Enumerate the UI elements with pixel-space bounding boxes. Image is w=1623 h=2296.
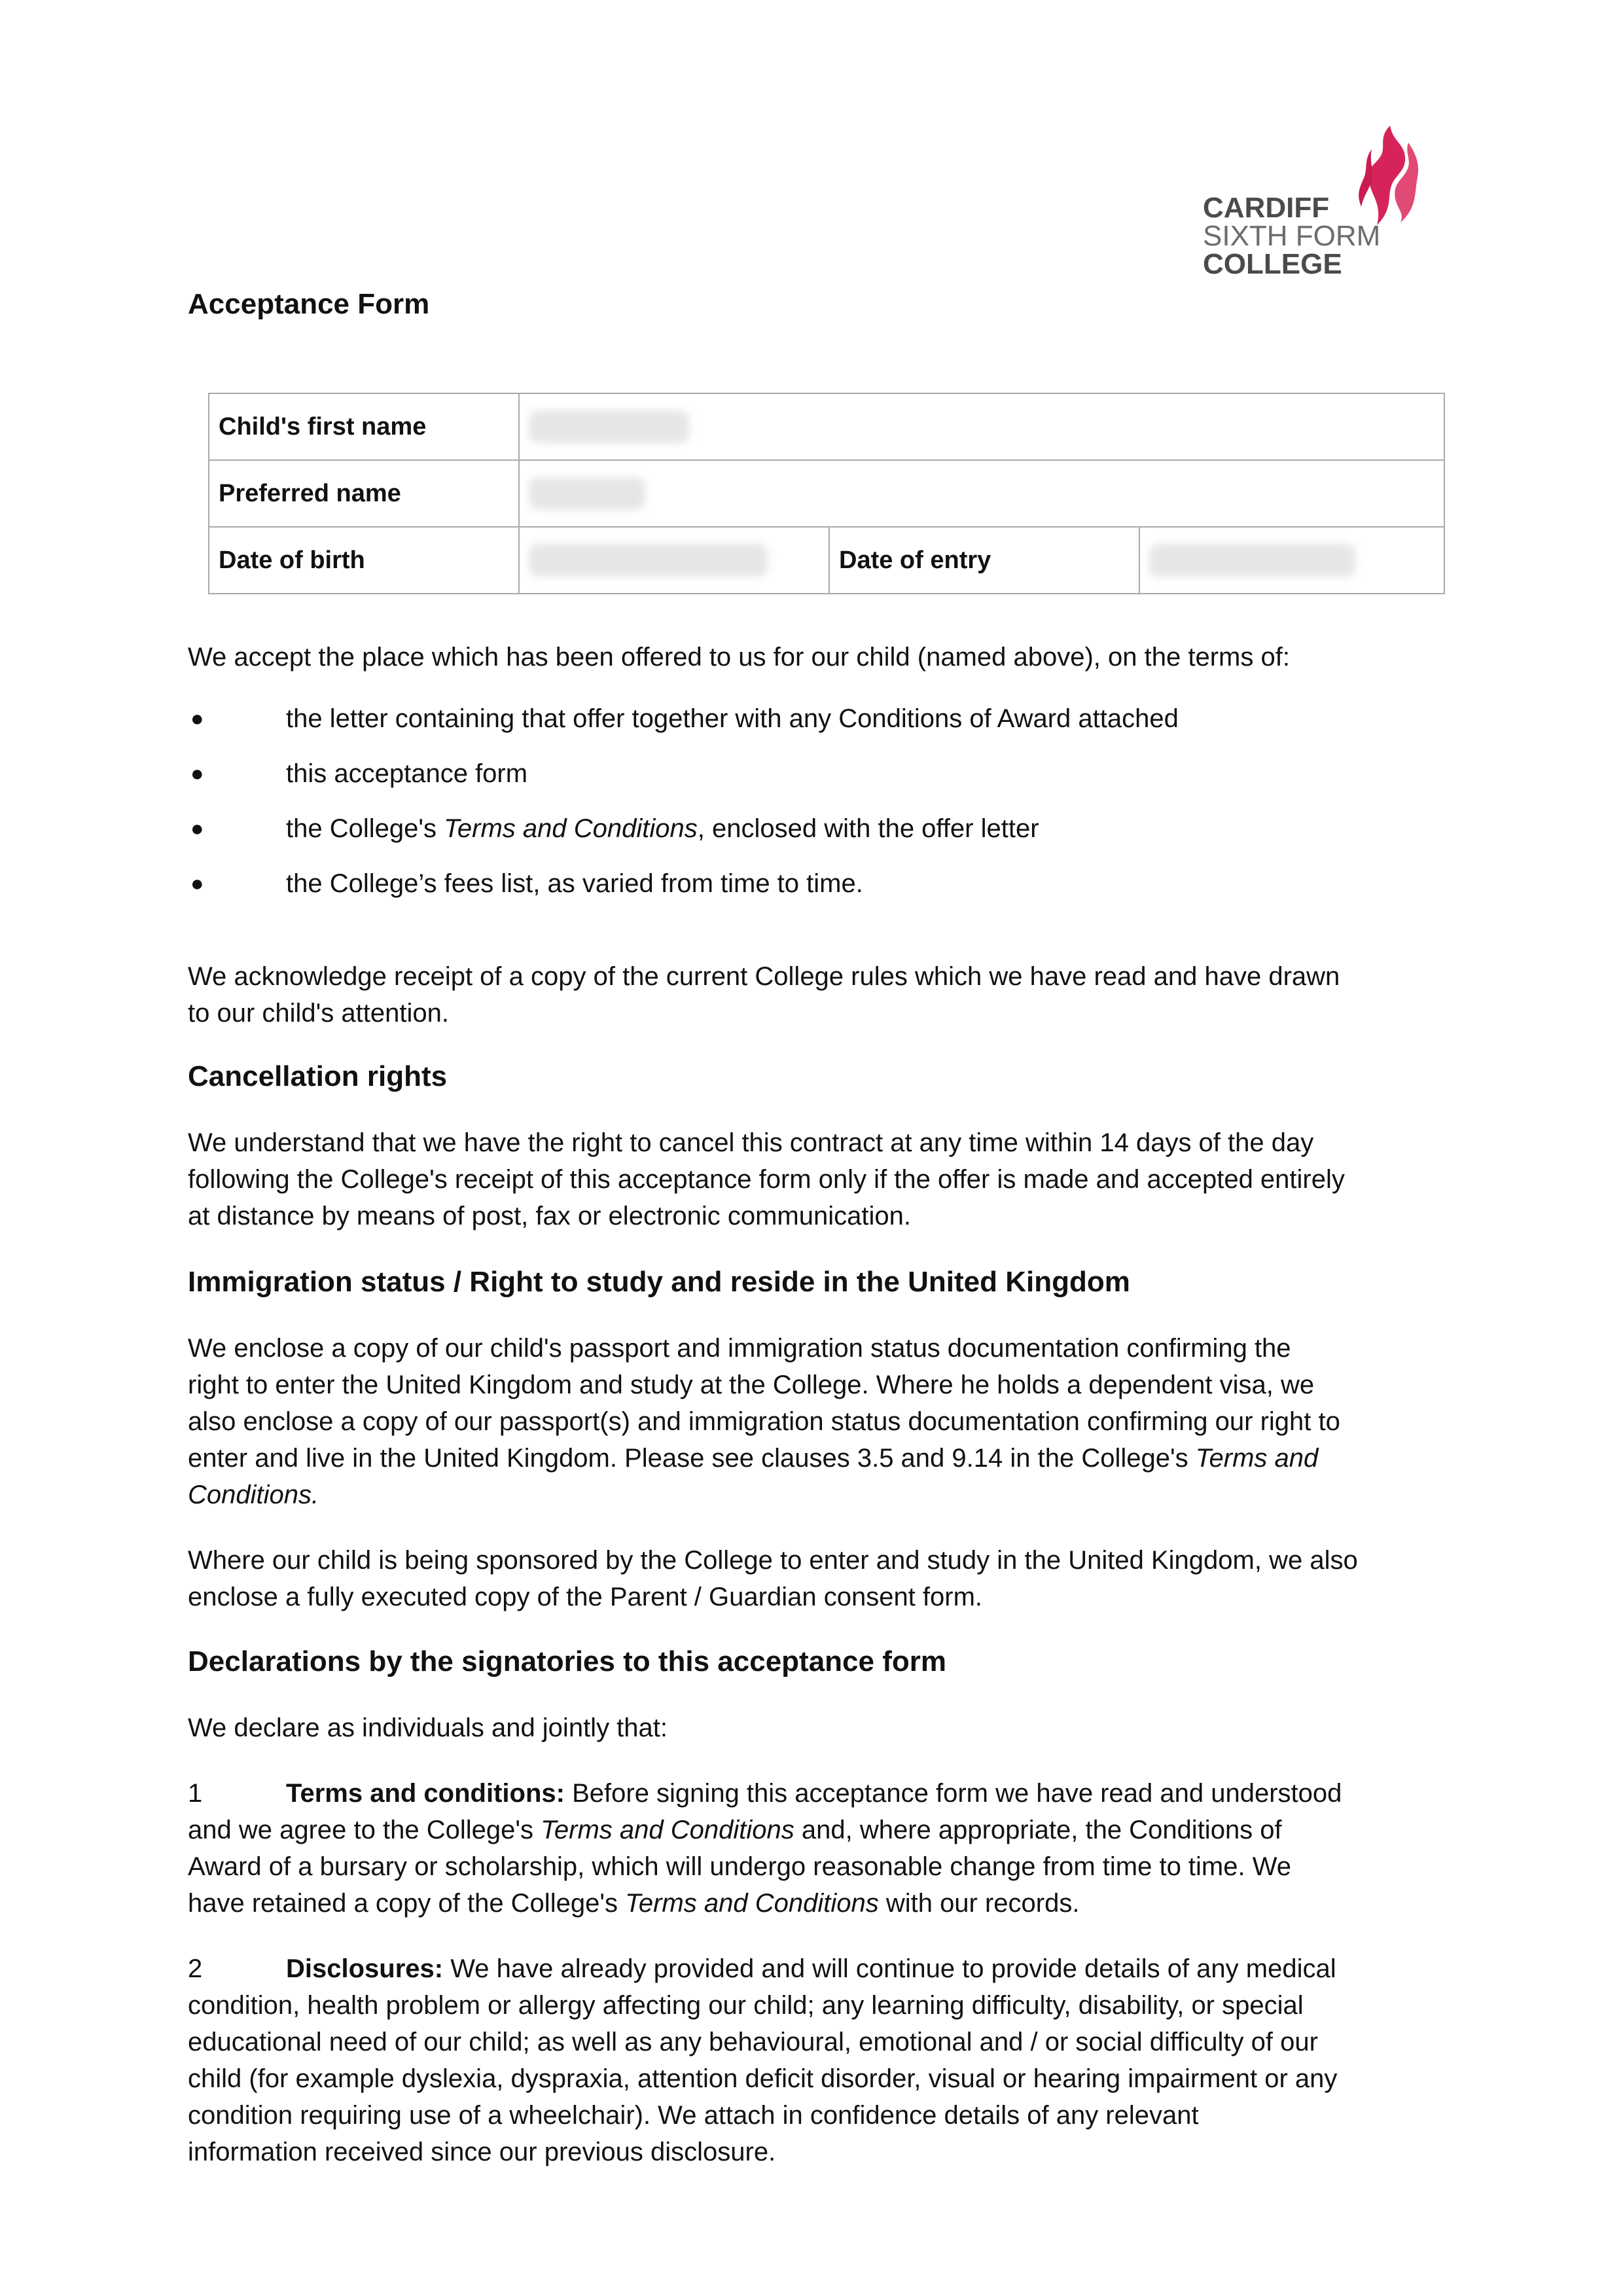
terms-list bbox=[188, 700, 1451, 920]
immigration-text: We enclose a copy of our child's passport and immigration status documentation confirming the right to enter the United Kingdom and study at the College. Where he holds a dependent visa, we also enclose a copy of our passport(s) and immigration status documentation confirming our right to enter and live in the United Kingdom. Please see clauses 3.5 and 9.14 in the College's Terms and Conditions. bbox=[188, 1334, 1340, 1509]
list-item-text: , enclosed with the offer letter bbox=[697, 814, 1039, 843]
list-item-text: this acceptance form bbox=[286, 759, 528, 788]
redacted-value bbox=[529, 410, 689, 443]
entry-date-field[interactable] bbox=[1139, 527, 1444, 594]
first-name-field[interactable] bbox=[519, 393, 1444, 460]
terms-conditions-emphasis: Terms and Conditions bbox=[444, 814, 698, 843]
bullet-icon: ● bbox=[190, 706, 204, 731]
bullet-icon: ● bbox=[190, 871, 204, 896]
dob-label: Date of birth bbox=[209, 527, 519, 594]
list-item bbox=[188, 865, 1451, 920]
table-row bbox=[209, 460, 1444, 527]
intro-text: We accept the place which has been offered to us for our child (named above), on the terms of: bbox=[188, 643, 1290, 672]
redacted-value bbox=[529, 544, 768, 577]
form-title: Acceptance Form bbox=[188, 288, 430, 320]
list-item bbox=[188, 755, 1451, 810]
clause-number: 1 bbox=[188, 1779, 203, 1808]
table-row bbox=[209, 393, 1444, 460]
dob-field[interactable] bbox=[519, 527, 829, 594]
list-item bbox=[188, 810, 1451, 865]
declaration-disclosures: 2 Disclosures: We have already provided and will continue to provide details of any medical condition, health problem or allergy affecting our child; any learning difficulty, disability, or special educational need of our child; as well as any behavioural, emotional and / or social difficulty of our child (for example dyslexia, dyspraxia, attention deficit disorder, visual or hearing impairment or any condition requiring use of a wheelchair). We attach in confidence details of any relevant information received since our previous disclosure. bbox=[188, 1950, 1451, 2170]
redacted-value bbox=[529, 477, 645, 510]
clause-number: 2 bbox=[188, 1954, 203, 1983]
logo-text-line1: CARDIFF bbox=[1203, 192, 1330, 224]
table-row bbox=[209, 527, 1444, 594]
immigration-heading: Immigration status / Right to study and reside in the United Kingdom bbox=[188, 1266, 1130, 1298]
list-item bbox=[188, 700, 1451, 755]
bullet-icon: ● bbox=[190, 816, 204, 841]
rules-acknowledgement: We acknowledge receipt of a copy of the current College rules which we have read and have drawn to our child's attention. bbox=[188, 962, 1340, 1028]
entry-date-label: Date of entry bbox=[829, 527, 1139, 594]
child-details-table bbox=[208, 393, 1445, 594]
cancellation-text: We understand that we have the right to cancel this contract at any time within 14 days of the day following the College's receipt of this acceptance form only if the offer is made and accepted entirely at distance by means of post, fax or electronic communication. bbox=[188, 1128, 1345, 1230]
cancellation-heading: Cancellation rights bbox=[188, 1060, 448, 1092]
first-name-label: Child's first name bbox=[209, 393, 519, 460]
college-logo bbox=[1203, 123, 1425, 293]
bullet-icon: ● bbox=[190, 761, 204, 786]
list-item-text: the letter containing that offer together with any Conditions of Award attached bbox=[286, 704, 1179, 733]
clause-title: Disclosures: bbox=[286, 1954, 444, 1983]
preferred-name-field[interactable] bbox=[519, 460, 1444, 527]
clause-title: Terms and conditions: bbox=[286, 1779, 565, 1808]
list-item-text: the College’s fees list, as varied from time to time. bbox=[286, 869, 863, 898]
preferred-name-label: Preferred name bbox=[209, 460, 519, 527]
redacted-value bbox=[1149, 544, 1355, 577]
logo-text-line2: SIXTH FORM bbox=[1203, 220, 1381, 252]
declaration-terms: 1 Terms and conditions: Before signing this acceptance form we have read and understood and we agree to the College's Terms and Conditions and, where appropriate, the Conditions of Award of a bursary or scholarship, which will undergo reasonable change from time to time. We have retained a copy of the College's Terms and Conditions with our records. bbox=[188, 1775, 1451, 1922]
sponsorship-text: Where our child is being sponsored by the College to enter and study in the United Kingdom, we also enclose a fully executed copy of the Parent / Guardian consent form. bbox=[188, 1546, 1358, 1611]
declarations-intro: We declare as individuals and jointly that: bbox=[188, 1713, 668, 1742]
list-item-text: the College's bbox=[286, 814, 444, 843]
declarations-heading: Declarations by the signatories to this acceptance form bbox=[188, 1645, 946, 1677]
logo-text-line3: COLLEGE bbox=[1203, 248, 1342, 280]
